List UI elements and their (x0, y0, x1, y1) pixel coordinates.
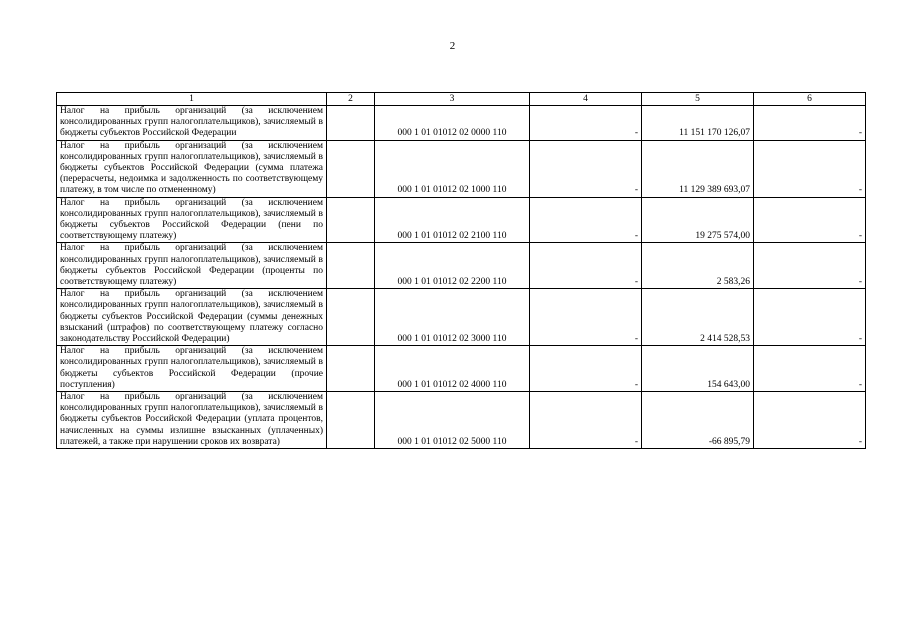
row-col6: - (754, 106, 866, 141)
row-col6: - (754, 140, 866, 197)
table-row (57, 197, 866, 243)
row-col4: - (530, 140, 642, 197)
table-row (57, 392, 866, 449)
row-col6: - (754, 197, 866, 243)
row-col2 (327, 197, 375, 243)
row-col2 (327, 346, 375, 392)
row-amount: -66 895,79 (642, 392, 754, 449)
row-code: 000 1 01 01012 02 3000 110 (375, 289, 530, 346)
row-name: Налог на прибыль организаций (за исключением консолидированных групп налогоплательщиков), зачисляемый в бюджеты субъектов Российской Федерации (уплата процентов, начисленных на суммы излишне взысканных (уплаченных) платежей, а также при нарушении сроков их возврата) (57, 392, 327, 449)
row-name: Налог на прибыль организаций (за исключением консолидированных групп налогоплательщиков), зачисляемый в бюджеты субъектов Российской Федерации (57, 106, 327, 141)
table-row (57, 106, 866, 141)
row-name: Налог на прибыль организаций (за исключением консолидированных групп налогоплательщиков), зачисляемый в бюджеты субъектов Российской Федерации (суммы денежных взысканий (штрафов) по соответствующему платежу согласно законодательству Российской Федерации) (57, 289, 327, 346)
row-code: 000 1 01 01012 02 4000 110 (375, 346, 530, 392)
row-col2 (327, 243, 375, 289)
header-col-6: 6 (754, 93, 866, 106)
row-col6: - (754, 392, 866, 449)
row-amount: 11 151 170 126,07 (642, 106, 754, 141)
table-header (57, 93, 866, 106)
row-name: Налог на прибыль организаций (за исключением консолидированных групп налогоплательщиков), зачисляемый в бюджеты субъектов Российской Федерации (сумма платежа (перерасчеты, недоимка и задолженность по соответствующему платежу, в том числе по отмененному) (57, 140, 327, 197)
row-code: 000 1 01 01012 02 2200 110 (375, 243, 530, 289)
row-code: 000 1 01 01012 02 2100 110 (375, 197, 530, 243)
table-row (57, 346, 866, 392)
row-col6: - (754, 346, 866, 392)
row-name: Налог на прибыль организаций (за исключением консолидированных групп налогоплательщиков), зачисляемый в бюджеты субъектов Российской Федерации (проценты по соответствующему платежу) (57, 243, 327, 289)
row-name: Налог на прибыль организаций (за исключением консолидированных групп налогоплательщиков), зачисляемый в бюджеты субъектов Российской Федерации (пени по соответствующему платежу) (57, 197, 327, 243)
row-name: Налог на прибыль организаций (за исключением консолидированных групп налогоплательщиков), зачисляемый в бюджеты субъектов Российской Федерации (прочие поступления) (57, 346, 327, 392)
row-col2 (327, 392, 375, 449)
row-amount: 11 129 389 693,07 (642, 140, 754, 197)
row-col4: - (530, 197, 642, 243)
row-col2 (327, 140, 375, 197)
header-col-4: 4 (530, 93, 642, 106)
row-code: 000 1 01 01012 02 1000 110 (375, 140, 530, 197)
row-col2 (327, 289, 375, 346)
row-amount: 2 583,26 (642, 243, 754, 289)
row-col4: - (530, 346, 642, 392)
header-col-1: 1 (57, 93, 327, 106)
row-col6: - (754, 243, 866, 289)
table-row (57, 140, 866, 197)
page-number: 2 (449, 40, 456, 52)
table-row (57, 289, 866, 346)
row-col4: - (530, 392, 642, 449)
revenue-table (56, 92, 866, 449)
header-row (57, 93, 866, 106)
row-code: 000 1 01 01012 02 0000 110 (375, 106, 530, 141)
row-amount: 2 414 528,53 (642, 289, 754, 346)
row-code: 000 1 01 01012 02 5000 110 (375, 392, 530, 449)
header-col-3: 3 (375, 93, 530, 106)
row-col4: - (530, 106, 642, 141)
table-body (57, 106, 866, 449)
header-col-2: 2 (327, 93, 375, 106)
row-col6: - (754, 289, 866, 346)
row-col4: - (530, 289, 642, 346)
row-amount: 154 643,00 (642, 346, 754, 392)
header-col-5: 5 (642, 93, 754, 106)
row-col4: - (530, 243, 642, 289)
table-row (57, 243, 866, 289)
row-col2 (327, 106, 375, 141)
row-amount: 19 275 574,00 (642, 197, 754, 243)
